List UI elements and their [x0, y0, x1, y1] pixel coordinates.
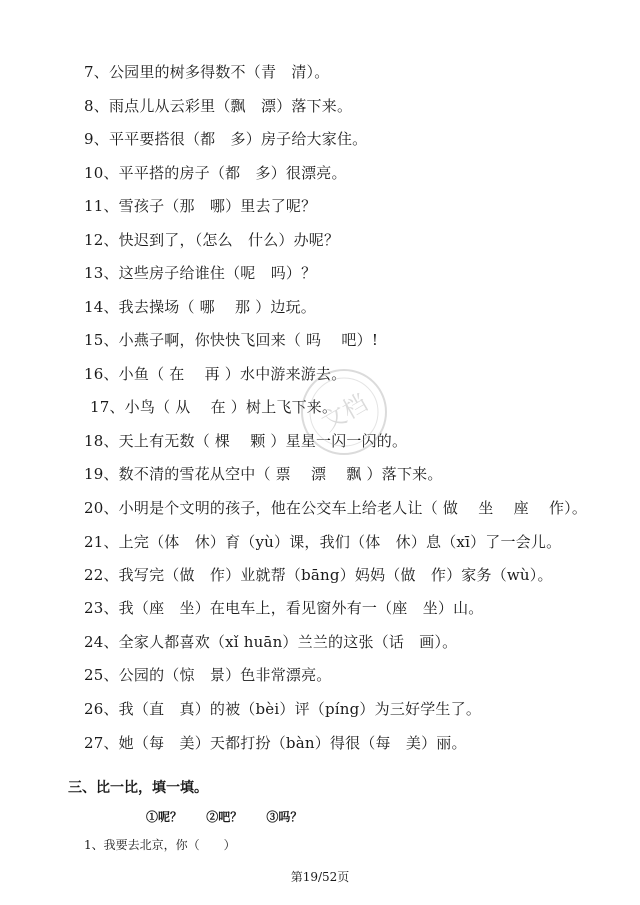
question-12: 12、快迟到了，（怎么 什么）办呢？ — [84, 231, 340, 249]
question-22: 22、我写完（做 作）业就帮（bāng）妈妈（做 作）家务（wù）。 — [84, 566, 553, 584]
choice-option-1: ①呢？ — [146, 810, 183, 824]
question-16: 16、小鱼（ 在 再 ）水中游来游去。 — [84, 365, 347, 383]
question-10: 10、平平搭的房子（都 多）很漂亮。 — [84, 164, 347, 182]
choice-option-3: ③吗？ — [266, 810, 303, 824]
question-26: 26、我（直 真）的被（bèi）评（píng）为三好学生了。 — [84, 700, 482, 718]
question-7: 7、公园里的树多得数不（青 清）。 — [84, 63, 330, 81]
question-20: 20、小明是个文明的孩子，他在公交车上给老人让（ 做 坐 座 作）。 — [84, 499, 588, 517]
question-8: 8、雨点儿从云彩里（飘 漂）落下来。 — [84, 97, 353, 115]
question-19: 19、数不清的雪花从空中（ 票 漂 飘 ）落下来。 — [84, 465, 443, 483]
question-15: 15、小燕子啊，你快快飞回来（ 吗 吧）! — [84, 331, 379, 349]
question-24: 24、全家人都喜欢（xǐ huān）兰兰的这张（话 画）。 — [84, 633, 458, 651]
question-9: 9、平平要搭很（都 多）房子给大家住。 — [84, 130, 368, 148]
question-27: 27、她（每 美）天都打扮（bàn）得很（每 美）丽。 — [84, 734, 467, 752]
choice-options — [146, 808, 322, 826]
question-13: 13、这些房子给谁住（呢 吗）？ — [84, 264, 317, 282]
question-21: 21、上完（体 休）育（yù）课，我们（体 休）息（xī）了一会儿。 — [84, 533, 562, 551]
question-11: 11、雪孩子（那 哪）里去了呢？ — [84, 197, 317, 215]
sub-question-1: 1、我要去北京，你（ ） — [84, 838, 236, 852]
page-number: 第19/52页 — [290, 870, 350, 884]
section-title: 三、比一比，填一填。 — [68, 780, 208, 796]
question-14: 14、我去操场（ 哪 那 ）边玩。 — [84, 298, 316, 316]
question-23: 23、我（座 坐）在电车上，看见窗外有一（座 坐）山。 — [84, 599, 484, 617]
watermark-text: 文档 — [316, 388, 373, 437]
choice-option-2: ②吧？ — [206, 810, 243, 824]
question-18: 18、天上有无数（ 棵 颗 ）星星一闪一闪的。 — [84, 432, 408, 450]
question-17: 17、小鸟（ 从 在 ）树上飞下来。 — [90, 398, 338, 416]
question-25: 25、公园的（惊 景）色非常漂亮。 — [84, 666, 332, 684]
watermark-stamp — [298, 366, 390, 458]
